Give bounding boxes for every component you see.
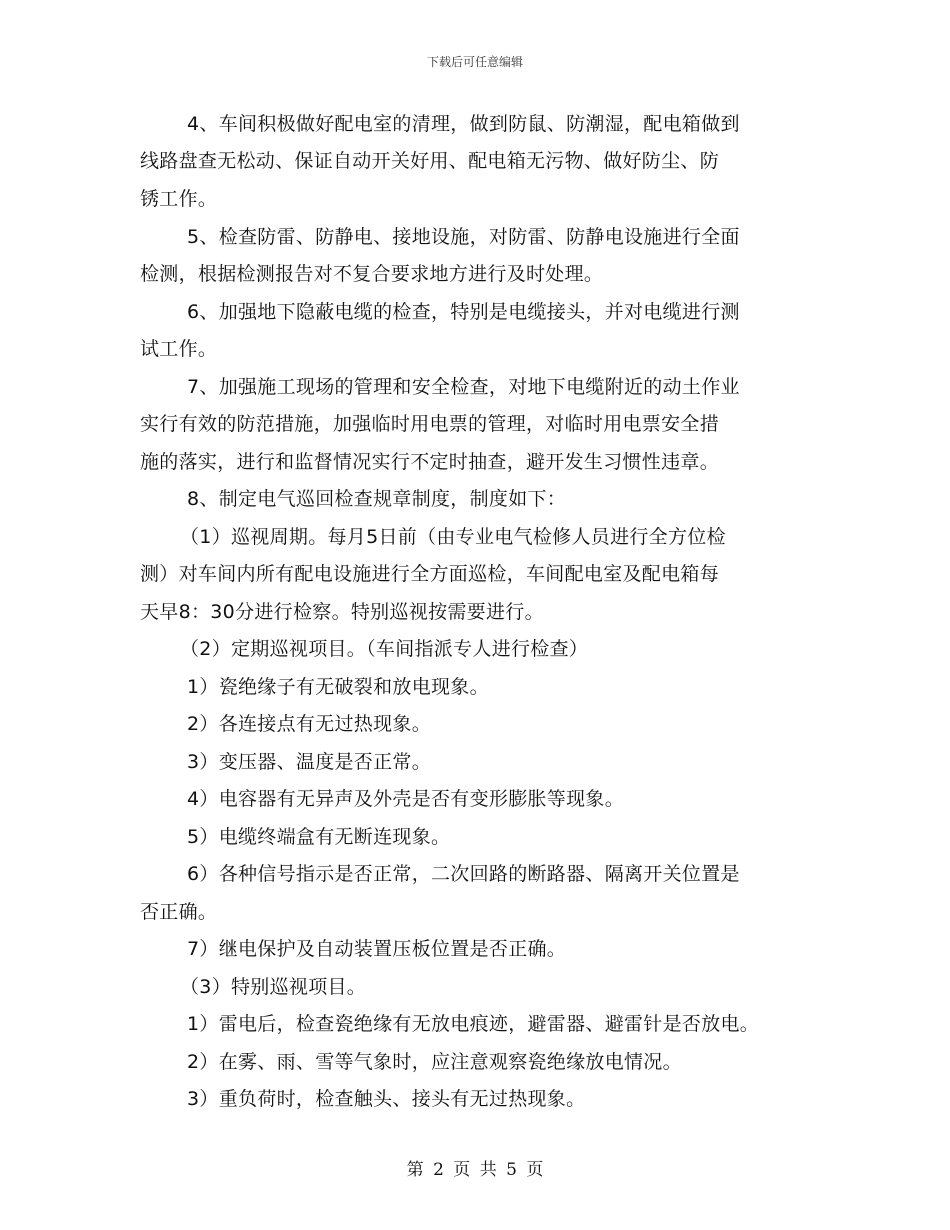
paragraph-line: （2）定期巡视项目。（车间指派专人进行检查） <box>180 638 589 660</box>
paragraph-line: 3）变压器、温度是否正常。 <box>187 751 431 773</box>
paragraph-line: 实行有效的防范措施，加强临时用电票的管理，对临时用电票安全措 <box>140 413 720 435</box>
paragraph-line: 5、检查防雷、防静电、接地设施，对防雷、防静电设施进行全面 <box>187 226 740 248</box>
paragraph-line: 1）瓷绝缘子有无破裂和放电现象。 <box>187 676 489 698</box>
paragraph-line: 试工作。 <box>140 338 218 360</box>
paragraph-line: 4、车间积极做好配电室的清理，做到防鼠、防潮湿，配电箱做到 <box>187 113 740 135</box>
paragraph-line: 4）电容器有无异声及外壳是否有变形膨胀等现象。 <box>187 788 624 810</box>
paragraph-line: 3）重负荷时，检查触头、接头有无过热现象。 <box>187 1088 586 1110</box>
paragraph-line: 5）电缆终端盒有无断连现象。 <box>187 826 451 848</box>
paragraph-line: 6、加强地下隐蔽电缆的检查，特别是电缆接头，并对电缆进行测 <box>187 301 740 323</box>
document-body <box>0 111 950 1111</box>
paragraph-line: 7）继电保护及自动装置压板位置是否正确。 <box>187 938 567 960</box>
paragraph-line: （1）巡视周期。每月5日前（由专业电气检修人员进行全方位检 <box>180 526 726 548</box>
paragraph-line: 2）各连接点有无过热现象。 <box>187 713 431 735</box>
paragraph-line: 否正确。 <box>140 901 218 923</box>
paragraph-line: （3）特别巡视项目。 <box>180 976 367 998</box>
paragraph-line: 2）在雾、雨、雪等气象时，应注意观察瓷绝缘放电情况。 <box>187 1051 682 1073</box>
paragraph-line: 锈工作。 <box>140 188 218 210</box>
paragraph-line: 测）对车间内所有配电设施进行全方面巡检，车间配电室及配电箱每 <box>140 563 720 585</box>
paragraph-line: 1）雷电后，检查瓷绝缘有无放电痕迹，避雷器、避雷针是否放电。 <box>187 1013 760 1035</box>
page-header: 下载后可任意编辑 <box>426 55 523 69</box>
paragraph-line: 天早8：30分进行检察。特别巡视按需要进行。 <box>140 601 544 623</box>
paragraph-line: 施的落实，进行和监督情况实行不定时抽查，避开发生习惯性违章。 <box>140 451 720 473</box>
paragraph-line: 6）各种信号指示是否正常，二次回路的断路器、隔离开关位置是 <box>187 863 740 885</box>
paragraph-line: 7、加强施工现场的管理和安全检查，对地下电缆附近的动土作业 <box>187 376 740 398</box>
paragraph-line: 线路盘查无松动、保证自动开关好用、配电箱无污物、做好防尘、防 <box>140 150 720 172</box>
paragraph-line: 8、制定电气巡回检查规章制度，制度如下： <box>187 488 567 510</box>
paragraph-line: 检测，根据检测报告对不复合要求地方进行及时处理。 <box>140 263 604 285</box>
page-number-footer: 第 2 页 共 5 页 <box>406 1160 544 1180</box>
